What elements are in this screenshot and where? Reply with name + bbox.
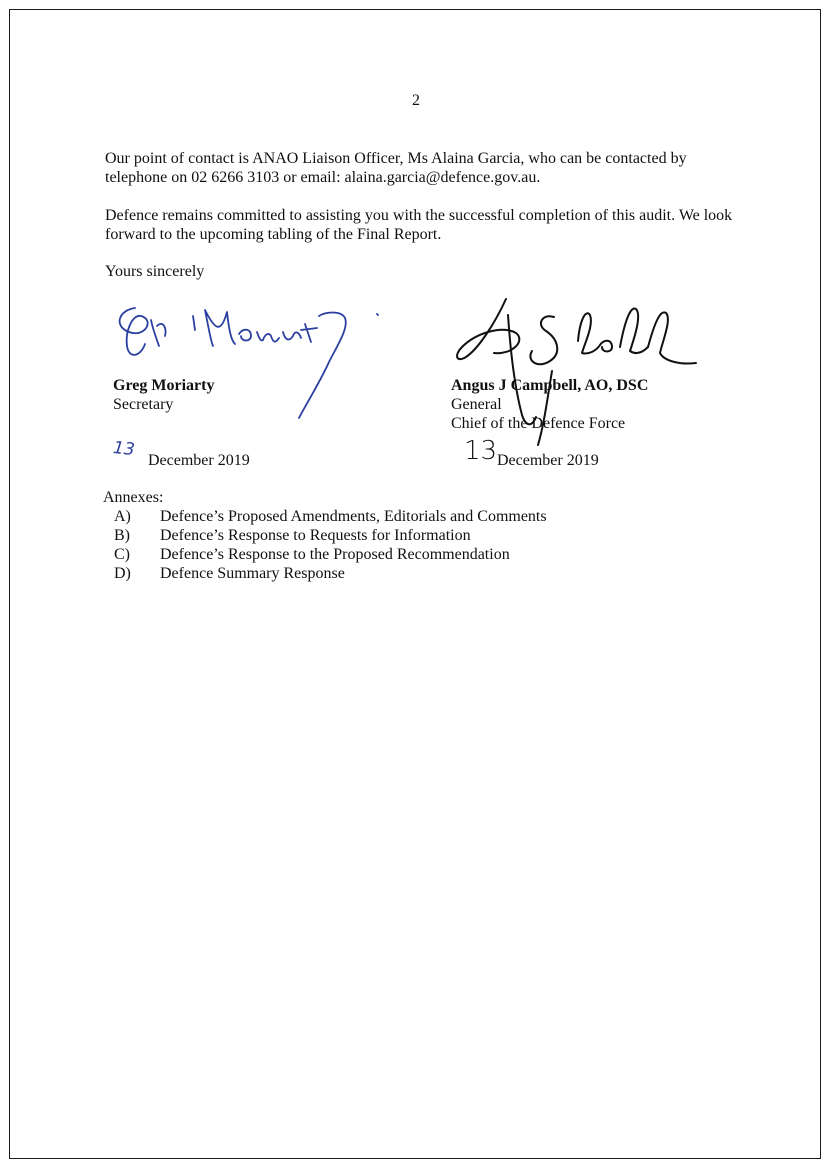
signatory-title-1: Secretary <box>113 396 174 413</box>
handwritten-day-2: 13 <box>464 436 498 466</box>
signature-date-2 <box>458 436 658 474</box>
annex-item <box>114 564 345 583</box>
annex-text: Defence’s Proposed Amendments, Editorials and Comments <box>160 508 547 525</box>
signatory-title-2a: General <box>451 396 502 413</box>
commitment-paragraph: Defence remains committed to assisting you with the successful completion of this audit. We look forward to the upcoming tabling of the Final Report. <box>105 207 733 243</box>
handwritten-day-1: 13 <box>112 437 136 461</box>
annex-item <box>114 545 510 564</box>
annex-item <box>114 507 547 526</box>
signatory-title-2b: Chief of the Defence Force <box>451 415 626 432</box>
annex-label: A) <box>114 508 131 525</box>
annexes-heading: Annexes: <box>103 489 164 506</box>
closing-salutation: Yours sincerely <box>105 263 205 280</box>
annex-label: B) <box>114 527 130 544</box>
annex-text: Defence’s Response to Requests for Information <box>160 527 471 544</box>
page-number: 2 <box>412 92 420 109</box>
annex-label: D) <box>114 565 131 582</box>
signatory-name-2: Angus J Campbell, AO, DSC <box>451 377 649 394</box>
contact-paragraph: Our point of contact is ANAO Liaison Officer, Ms Alaina Garcia, who can be contacted by telephone on 02 6266 3103 or email: alaina.garcia@defence.gov.au. <box>105 150 687 186</box>
date-month-year-1: December 2019 <box>148 452 250 469</box>
signature-date-1 <box>112 437 313 470</box>
letter-page <box>9 9 821 1159</box>
signatory-name-1: Greg Moriarty <box>113 377 215 394</box>
annex-item <box>114 526 471 545</box>
annex-text: Defence Summary Response <box>160 565 345 582</box>
date-month-year-2: December 2019 <box>497 452 599 469</box>
annex-label: C) <box>114 546 130 563</box>
annex-text: Defence’s Response to the Proposed Recommendation <box>160 546 510 563</box>
